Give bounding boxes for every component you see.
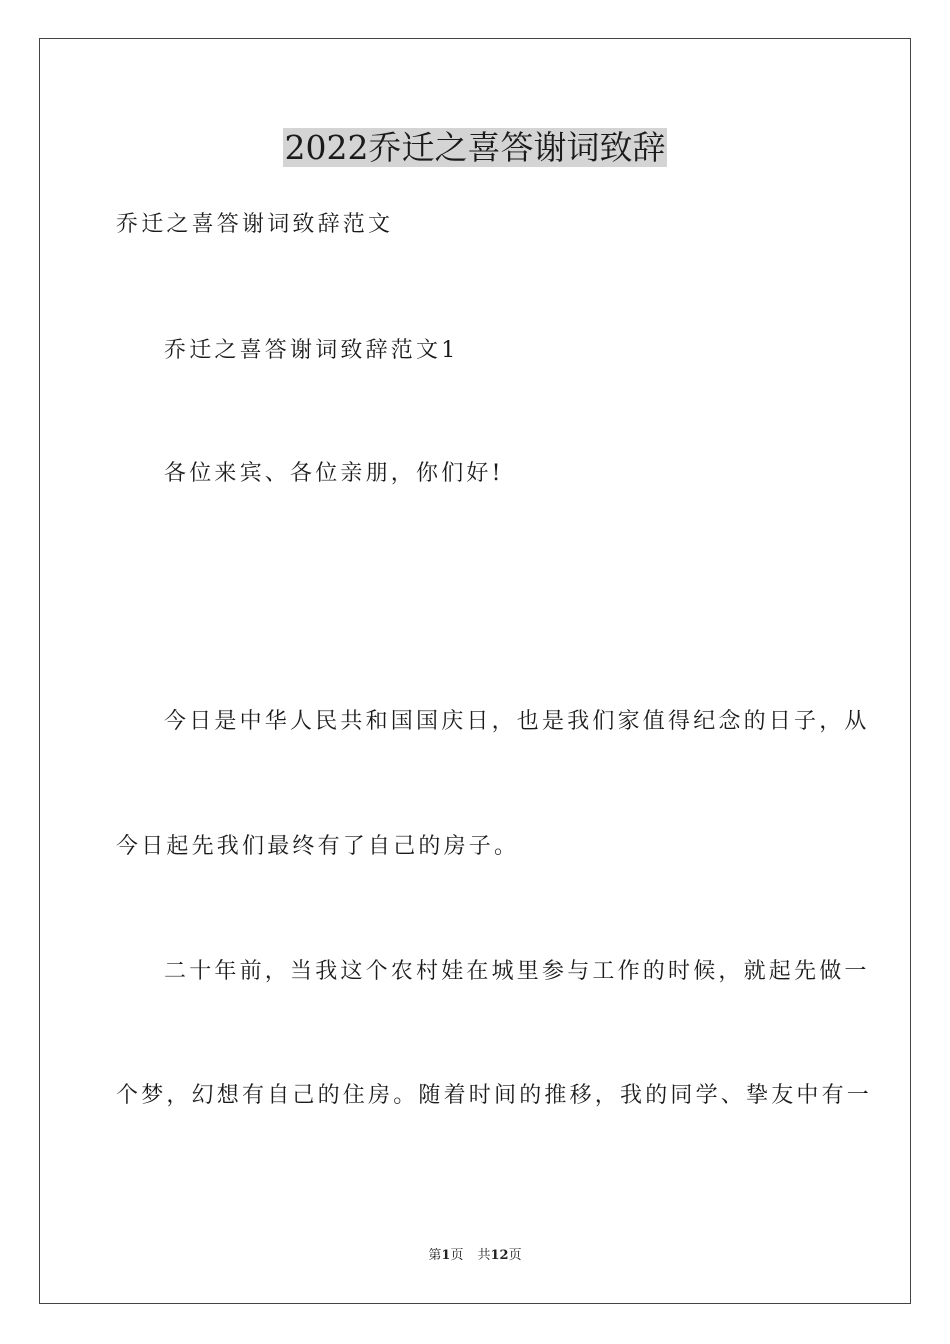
page-footer (0, 1247, 950, 1265)
total-pages: 12 (490, 1248, 509, 1263)
body-line: 个梦，幻想有自己的住房。随着时间的推移，我的同学、挚友中有一 (116, 1083, 873, 1108)
page-suffix: 页 (450, 1248, 464, 1263)
total-suffix: 页 (508, 1248, 522, 1263)
document-subtitle: 乔迁之喜答谢词致辞范文 (116, 212, 394, 237)
body-line: 今日起先我们最终有了自己的房子。 (116, 834, 520, 859)
section-heading: 乔迁之喜答谢词致辞范文1 (164, 338, 459, 363)
page-number: 1 (441, 1248, 451, 1263)
document-title-text: 2022乔迁之喜答谢词致辞 (284, 128, 666, 167)
body-line: 二十年前，当我这个农村娃在城里参与工作的时候，就起先做一 (164, 959, 870, 984)
document-title (0, 126, 950, 170)
total-prefix: 共 (477, 1248, 491, 1263)
page-prefix: 第 (428, 1248, 442, 1263)
body-line: 今日是中华人民共和国国庆日，也是我们家值得纪念的日子，从 (164, 709, 870, 734)
body-line-greeting: 各位来宾、各位亲朋，你们好! (164, 461, 504, 486)
